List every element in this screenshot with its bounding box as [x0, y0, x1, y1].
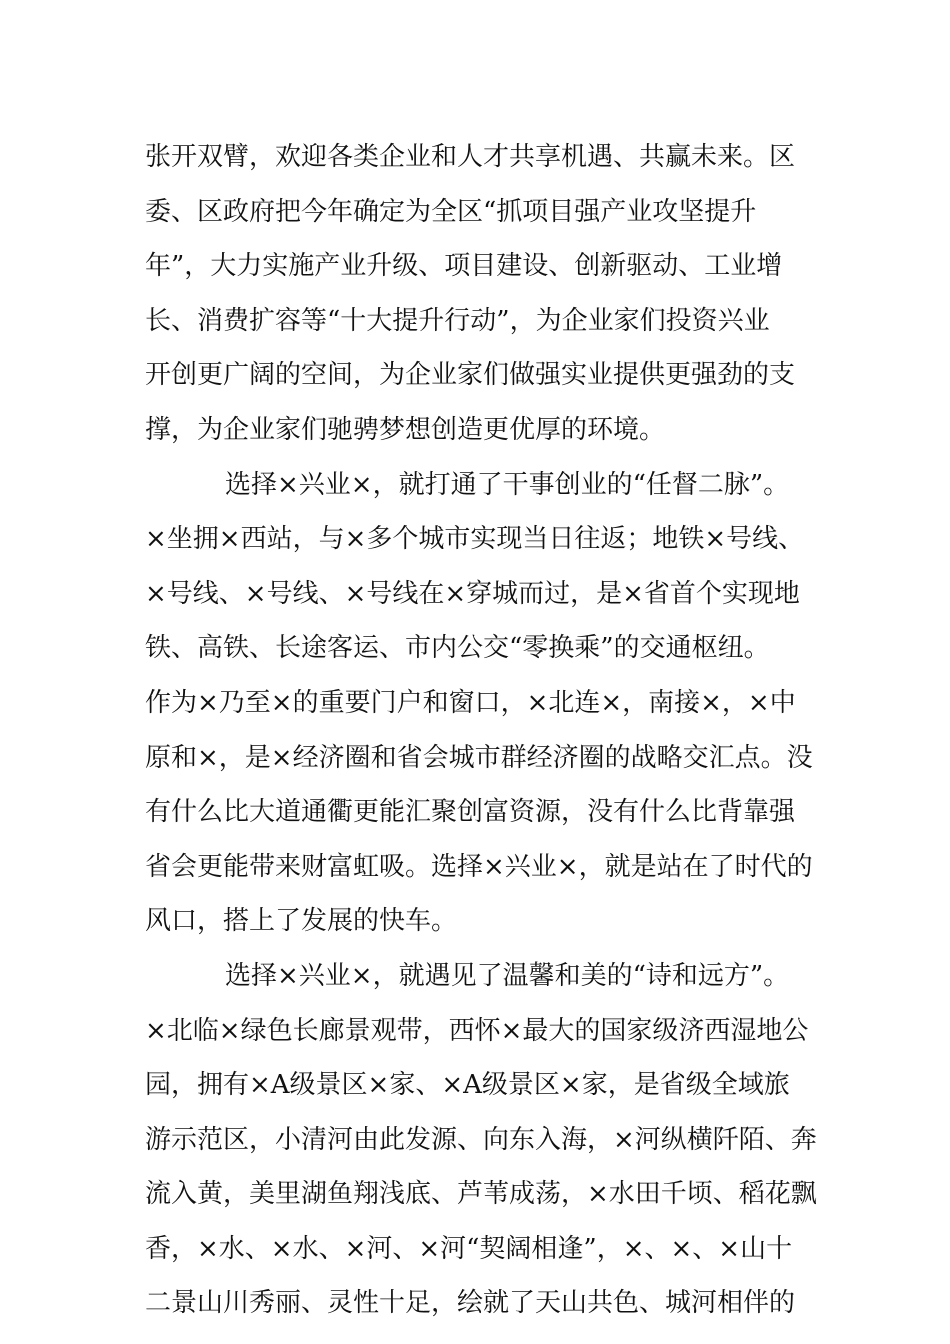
paragraph-first-line: 选择×兴业×，就遇见了温馨和美的“诗和远方”。	[225, 960, 790, 991]
document-body	[145, 130, 825, 1331]
text-line: 园，拥有×A级景区×家、×A级景区×家，是省级全域旅	[145, 1070, 790, 1101]
text-line: 年”，大力实施产业升级、项目建设、创新驱动、工业增	[145, 251, 783, 282]
text-line: 流入黄，美里湖鱼翔浅底、芦苇成荡，×水田千顷、稻花飘	[145, 1179, 817, 1210]
text-line: 风口，搭上了发展的快车。	[145, 906, 458, 937]
text-line: 游示范区，小清河由此发源、向东入海，×河纵横阡陌、奔	[145, 1124, 817, 1155]
text-line: 张开双臂，欢迎各类企业和人才共享机遇、共赢未来。区	[145, 142, 796, 172]
text-line: 委、区政府把今年确定为全区“抓项目强产业攻坚提升	[145, 196, 757, 227]
text-line: 开创更广阔的空间，为企业家们做强实业提供更强劲的支	[145, 360, 796, 391]
text-line: 省会更能带来财富虹吸。选择×兴业×，就是站在了时代的	[145, 851, 813, 882]
text-line: 有什么比大道通衢更能汇聚创富资源，没有什么比背靠强	[145, 797, 796, 828]
text-line: 原和×，是×经济圈和省会城市群经济圈的战略交汇点。没	[145, 742, 813, 773]
text-line: 撑，为企业家们驰骋梦想创造更优厚的环境。	[145, 414, 666, 445]
text-line: 作为×乃至×的重要门户和窗口，×北连×，南接×，×中	[145, 687, 796, 718]
text-line: 二景山川秀丽、灵性十足，绘就了天山共色、城河相伴的	[145, 1288, 796, 1319]
text-line: ×号线、×号线、×号线在×穿城而过，是×省首个实现地	[145, 578, 800, 609]
text-line: 铁、高铁、长途客运、市内公交“零换乘”的交通枢纽。	[145, 633, 770, 664]
text-line: ×北临×绿色长廊景观带，西怀×最大的国家级济西湿地公	[145, 1015, 809, 1046]
text-line: 香，×水、×水、×河、×河“契阔相逢”，×、×、×山十	[145, 1233, 793, 1264]
paragraph-first-line: 选择×兴业×，就打通了干事创业的“任督二脉”。	[225, 469, 790, 500]
text-line: ×坐拥×西站，与×多个城市实现当日往返；地铁×号线、	[145, 524, 805, 555]
text-line: 长、消费扩容等“十大提升行动”，为企业家们投资兴业	[145, 305, 770, 336]
